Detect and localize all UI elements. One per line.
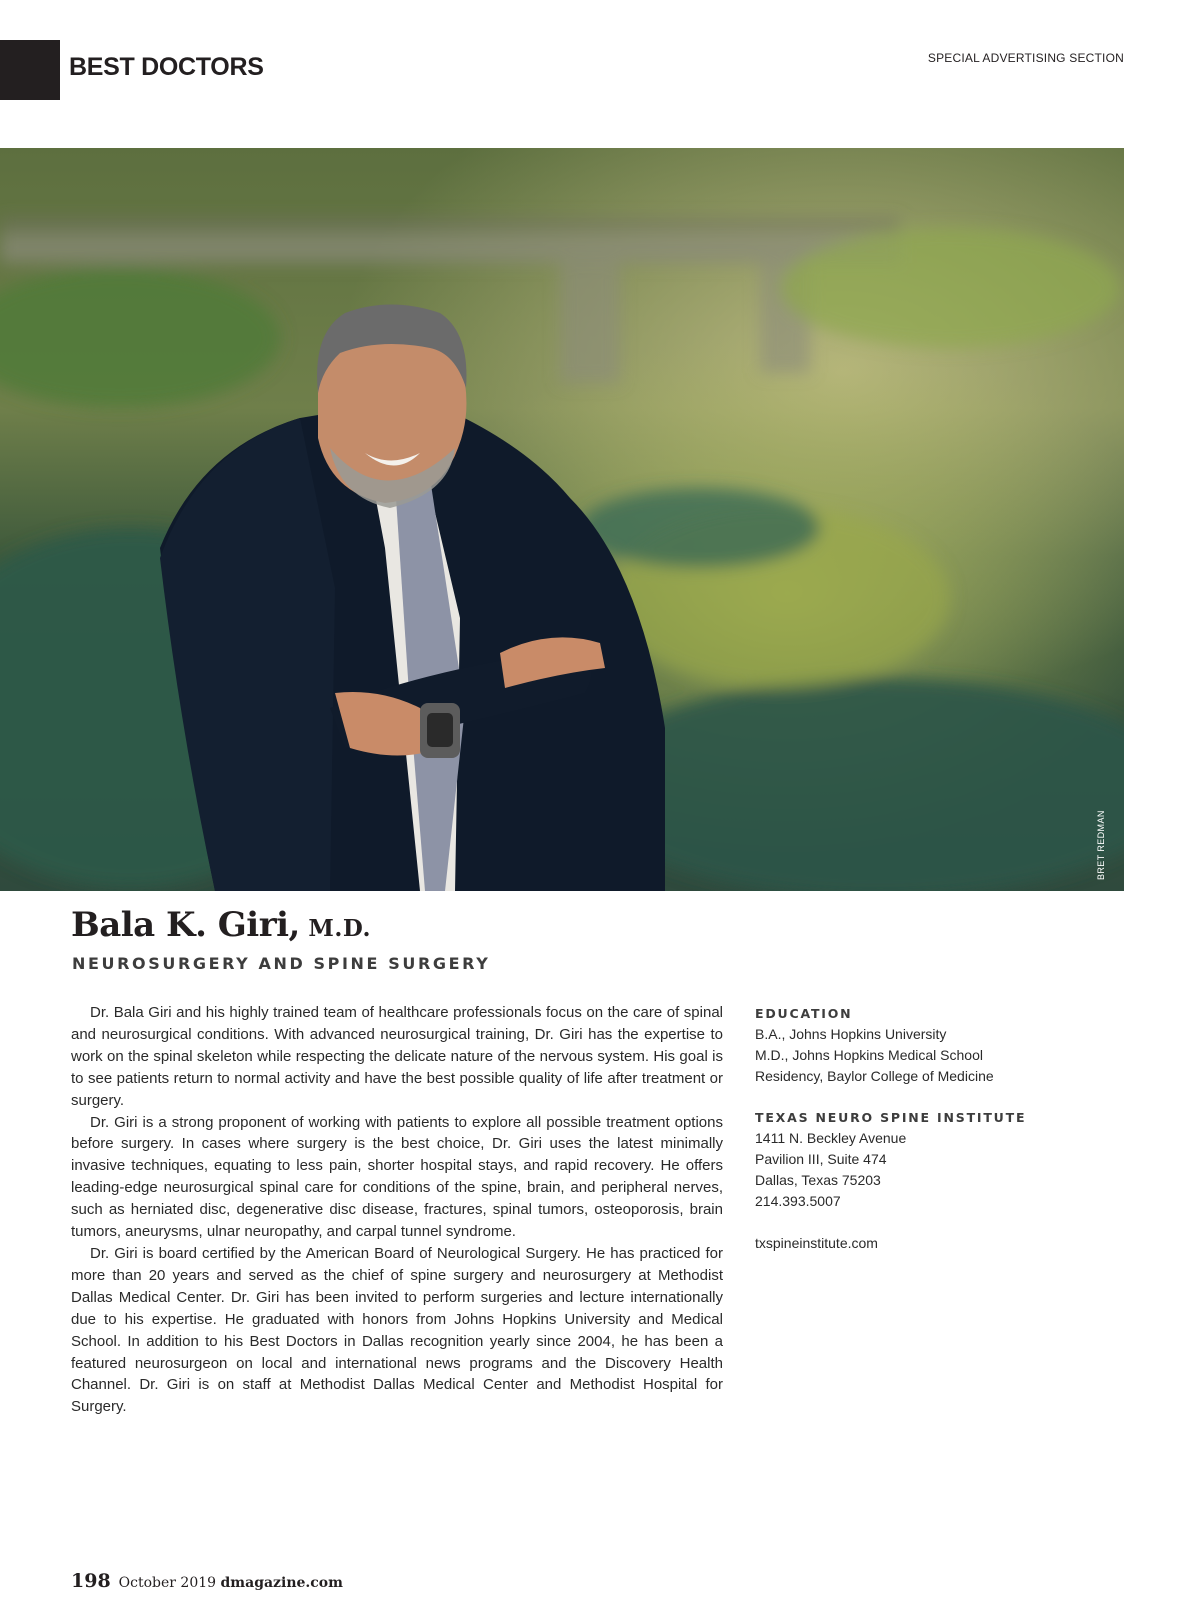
address-line: 1411 N. Beckley Avenue xyxy=(755,1130,907,1146)
practice-heading: TEXAS NEURO SPINE INSTITUTE xyxy=(755,1110,1027,1125)
doctor-portrait-photo xyxy=(0,148,1124,891)
section-title: BEST DOCTORS xyxy=(69,53,264,81)
education-heading: EDUCATION xyxy=(755,1006,853,1021)
website-link[interactable]: txspineinstitute.com xyxy=(755,1235,878,1251)
education-item: B.A., Johns Hopkins University xyxy=(755,1026,947,1042)
address-line: Pavilion III, Suite 474 xyxy=(755,1151,887,1167)
magazine-site: dmagazine.com xyxy=(220,1575,343,1591)
address-line: Dallas, Texas 75203 xyxy=(755,1172,881,1188)
issue-date: October 2019 xyxy=(118,1575,221,1591)
page-number: 198 xyxy=(71,1570,111,1592)
phone-number: 214.393.5007 xyxy=(755,1193,841,1209)
biography-text xyxy=(71,1002,723,1418)
header-color-block xyxy=(0,40,60,100)
photo-credit xyxy=(1096,868,1106,880)
portrait-illustration xyxy=(0,148,1124,891)
biography-paragraph: Dr. Bala Giri and his highly trained team of healthcare professionals focus on the care of spinal and neurosurgical conditions. With advanced neurosurgical training, Dr. Giri has the expertise to work on the spinal skeleton while respecting the delicate nature of the nervous system. His goal is to see patients return to normal activity and have the best possible quality of life after treatment or surgery. xyxy=(71,1004,723,1109)
doctor-name-text: Bala K. Giri, xyxy=(71,905,300,945)
page-footer xyxy=(71,1570,343,1592)
doctor-name-suffix: M.D. xyxy=(299,915,372,942)
advertising-label: SPECIAL ADVERTISING SECTION xyxy=(927,51,1124,65)
doctor-specialty: NEUROSURGERY AND SPINE SURGERY xyxy=(72,954,491,973)
education-item: M.D., Johns Hopkins Medical School xyxy=(755,1047,983,1063)
education-item: Residency, Baylor College of Medicine xyxy=(755,1068,994,1084)
doctor-name xyxy=(71,905,371,945)
biography-paragraph: Dr. Giri is board certified by the American Board of Neurological Surgery. He has practiced for more than 20 years and served as the chief of spine surgery and neurosurgery at Methodist Dallas Medical Center. Dr. Giri has been invited to perform surgeries and lecture internationally due to his expertise. He graduated with honors from Johns Hopkins University and Medical School. In addition to his Best Doctors in Dallas recognition yearly since 2004, he has been a featured neurosurgeon on local and international news programs and the Discovery Health Channel. Dr. Giri is on staff at Methodist Dallas Medical Center and Methodist Hospital for Surgery. xyxy=(71,1244,723,1416)
biography-paragraph: Dr. Giri is a strong proponent of working with patients to explore all possible treatment options before surgery. In cases where surgery is the best choice, Dr. Giri uses the latest minimally invasive techniques, equating to less pain, shorter hospital stays, and rapid recovery. He offers leading-edge neurosurgical spinal care for conditions of the spine, brain, and peripheral nerves, such as herniated disc, degenerative disc disease, fractures, spinal tumors, osteoporosis, brain tumors, aneurysms, ulnar neuropathy, and carpal tunnel syndrome. xyxy=(71,1113,723,1241)
contact-sidebar xyxy=(755,1003,1085,1254)
